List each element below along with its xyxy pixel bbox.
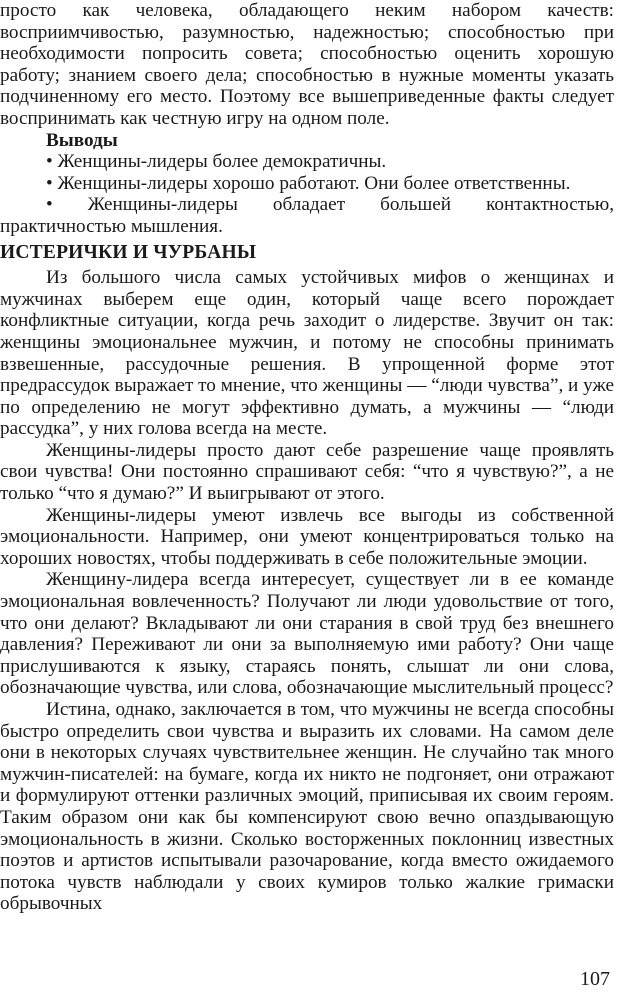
page-number: 107	[580, 968, 610, 990]
conclusion-item: • Женщины-лидеры обладает большей контактностью, практичностью мышления.	[0, 194, 614, 237]
section-paragraph: Женщины-лидеры просто дают себе разрешение чаще проявлять свои чувства! Они постоянно спрашивают себя: “что я чувствую?”, а не только “что я думаю?” И выигрывают от этого.	[0, 439, 614, 505]
conclusions-title: Выводы	[46, 129, 118, 151]
section-paragraph: Женщины-лидеры умеют извлечь все выгоды из собственной эмоциональности. Например, они умеют концентрироваться только на хороших новостях, чтобы поддерживать в себе положительные эмоции.	[0, 504, 614, 569]
section-paragraph: Женщину-лидера всегда интересует, существует ли в ее команде эмоциональная вовлеченность? Получают ли люди удовольствие от того, что они делают? Вкладывают ли они старания в свой труд без внешнего давления? Переживают ли они за выполняемую ими работу? Они чаще прислушиваются к языку, стараясь понять, слышат ли они слова, обозначающие чувства, или слова, обозначающие мыслительный процесс?	[0, 569, 614, 699]
section-heading: ИСТЕРИЧКИ И ЧУРБАНЫ	[0, 241, 257, 263]
conclusion-item: • Женщины-лидеры хорошо работают. Они более ответственны.	[46, 172, 571, 194]
section-paragraph: Истина, однако, заключается в том, что мужчины не всегда способны быстро определить свои чувства и выразить их словами. На самом деле они в некоторых случаях чувствительнее женщин. Не случайно так много мужчин-писателей: на бумаге, когда их никто не подгоняет, они отражают и формулируют оттенки различных эмоций, приписывая их своим героям. Таким образом они как бы компенсируют свою вечно опаздывающую эмоциональность в жизни. Сколько восторженных поклонниц известных поэтов и артистов испытывали разочарование, когда вместо ожидаемого потока чувств наблюдали у своих кумиров только жалкие гримаски обрывочных	[0, 699, 614, 915]
conclusion-item: • Женщины-лидеры более демократичны.	[46, 151, 387, 173]
section-paragraph: Из большого числа самых устойчивых мифов о женщинах и мужчинах выберем еще один, который чаще всего порождает конфликтные ситуации, когда речь заходит о лидерстве. Звучит он так: женщины эмоциональнее мужчин, и потому не способны принимать взвешенные, рассудочные решения. В упрощенной форме этот предрассудок выражает то мнение, что женщины — “люди чувства”, и уже по определению не могут эффективно думать, а мужчины — “люди рассудка”, у них голова всегда на месте.	[0, 267, 614, 440]
intro-paragraph: просто как человека, обладающего неким набором качеств: восприимчивостью, разумностью, надежностью; способностью при необходимости попросить совета; способностью оценить хорошую работу; знанием своего дела; способностью в нужные моменты указать подчиненному его место. Поэтому все вышеприведенные факты следует воспринимать как честную игру на одном поле.	[0, 0, 614, 129]
